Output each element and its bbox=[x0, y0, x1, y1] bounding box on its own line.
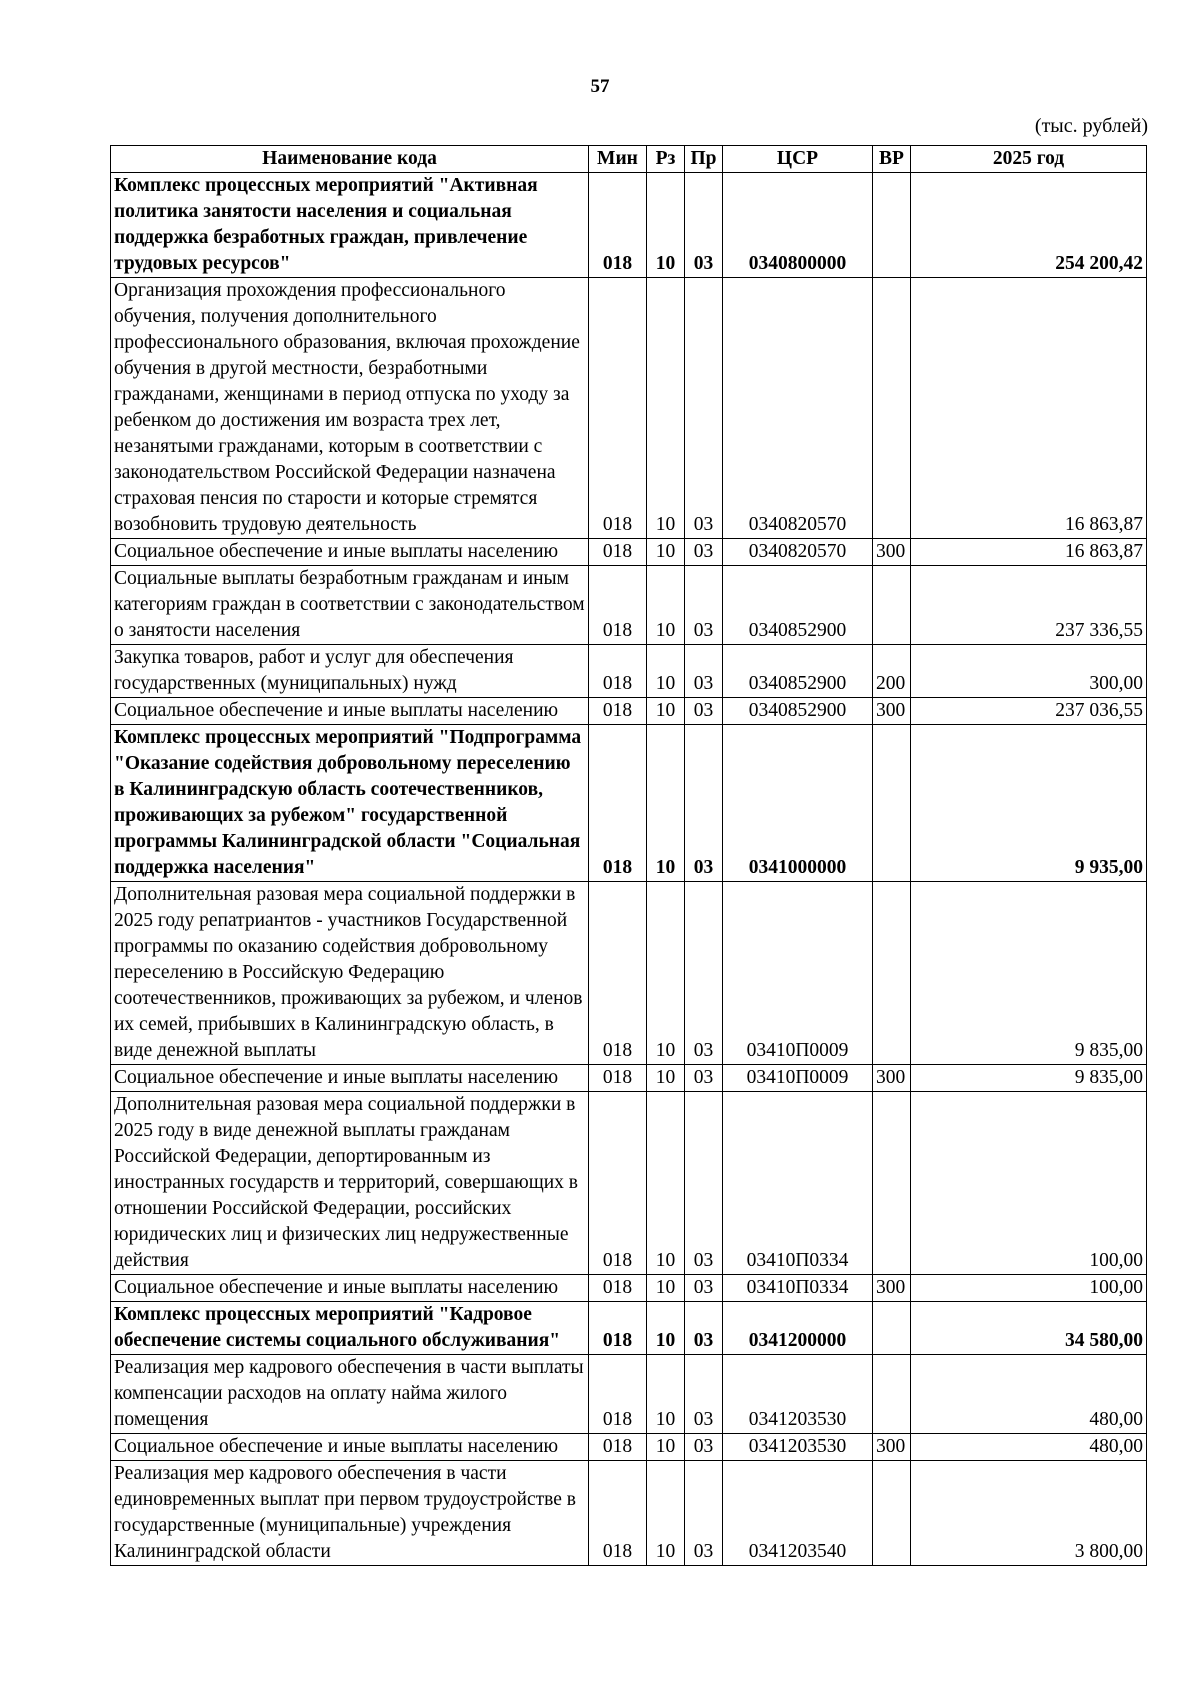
cell-csr: 0341200000 bbox=[723, 1302, 873, 1355]
cell-name: Комплекс процессных мероприятий "Активная политика занятости населения и социальная поддержка безработных граждан, привлечение трудовых ресурсов" bbox=[111, 173, 589, 278]
header-name: Наименование кода bbox=[111, 146, 589, 173]
cell-vr bbox=[873, 1461, 911, 1566]
cell-csr: 0340820570 bbox=[723, 278, 873, 539]
table-row bbox=[111, 278, 1147, 539]
cell-csr: 0341000000 bbox=[723, 725, 873, 882]
cell-rz: 10 bbox=[647, 566, 685, 645]
cell-amount: 100,00 bbox=[911, 1275, 1147, 1302]
cell-pr: 03 bbox=[685, 1275, 723, 1302]
table-row bbox=[111, 725, 1147, 882]
table-row bbox=[111, 1434, 1147, 1461]
cell-rz: 10 bbox=[647, 1092, 685, 1275]
cell-vr: 300 bbox=[873, 1434, 911, 1461]
cell-min: 018 bbox=[589, 1092, 647, 1275]
cell-vr: 300 bbox=[873, 698, 911, 725]
cell-rz: 10 bbox=[647, 173, 685, 278]
cell-vr: 300 bbox=[873, 1065, 911, 1092]
cell-amount: 9 835,00 bbox=[911, 1065, 1147, 1092]
cell-amount: 480,00 bbox=[911, 1434, 1147, 1461]
cell-pr: 03 bbox=[685, 1065, 723, 1092]
table-row bbox=[111, 566, 1147, 645]
cell-rz: 10 bbox=[647, 698, 685, 725]
cell-pr: 03 bbox=[685, 645, 723, 698]
cell-amount: 300,00 bbox=[911, 645, 1147, 698]
cell-pr: 03 bbox=[685, 278, 723, 539]
cell-min: 018 bbox=[589, 698, 647, 725]
table-row bbox=[111, 1275, 1147, 1302]
cell-amount: 100,00 bbox=[911, 1092, 1147, 1275]
cell-min: 018 bbox=[589, 725, 647, 882]
table-row bbox=[111, 1302, 1147, 1355]
header-vr: ВР bbox=[873, 146, 911, 173]
cell-pr: 03 bbox=[685, 539, 723, 566]
cell-pr: 03 bbox=[685, 698, 723, 725]
cell-name: Организация прохождения профессионального обучения, получения дополнительного профессионального образования, включая прохождение обучения в другой местности, безработными гражданами, женщинами в период отпуска по уходу за ребенком до достижения им возраста трех лет, незанятыми гражданами, которым в соответствии с законодательством Российской Федерации назначена страховая пенсия по старости и которые стремятся возобновить трудовую деятельность bbox=[111, 278, 589, 539]
cell-csr: 0340852900 bbox=[723, 566, 873, 645]
cell-name: Реализация мер кадрового обеспечения в части единовременных выплат при первом трудоустройстве в государственные (муниципальные) учреждения Калининградской области bbox=[111, 1461, 589, 1566]
cell-rz: 10 bbox=[647, 1434, 685, 1461]
cell-vr bbox=[873, 566, 911, 645]
cell-pr: 03 bbox=[685, 566, 723, 645]
cell-csr: 0340852900 bbox=[723, 698, 873, 725]
cell-csr: 0340820570 bbox=[723, 539, 873, 566]
cell-amount: 34 580,00 bbox=[911, 1302, 1147, 1355]
cell-name: Социальное обеспечение и иные выплаты населению bbox=[111, 539, 589, 566]
table-row bbox=[111, 645, 1147, 698]
table-row bbox=[111, 1065, 1147, 1092]
cell-pr: 03 bbox=[685, 1355, 723, 1434]
cell-min: 018 bbox=[589, 566, 647, 645]
header-csr: ЦСР bbox=[723, 146, 873, 173]
cell-min: 018 bbox=[589, 1461, 647, 1566]
cell-min: 018 bbox=[589, 1355, 647, 1434]
table-row bbox=[111, 539, 1147, 566]
cell-rz: 10 bbox=[647, 1302, 685, 1355]
cell-min: 018 bbox=[589, 173, 647, 278]
cell-amount: 237 036,55 bbox=[911, 698, 1147, 725]
cell-min: 018 bbox=[589, 1275, 647, 1302]
cell-csr: 03410П0009 bbox=[723, 882, 873, 1065]
budget-table bbox=[110, 145, 1147, 1566]
cell-name: Дополнительная разовая мера социальной поддержки в 2025 году в виде денежной выплаты гражданам Российской Федерации, депортированным из иностранных государств и территорий, совершающих в отношении Российской Федерации, российских юридических лиц и физических лиц недружественные действия bbox=[111, 1092, 589, 1275]
cell-pr: 03 bbox=[685, 1434, 723, 1461]
cell-name: Социальное обеспечение и иные выплаты населению bbox=[111, 698, 589, 725]
table-row bbox=[111, 698, 1147, 725]
header-rz: Рз bbox=[647, 146, 685, 173]
cell-min: 018 bbox=[589, 539, 647, 566]
cell-amount: 480,00 bbox=[911, 1355, 1147, 1434]
cell-amount: 9 835,00 bbox=[911, 882, 1147, 1065]
units-label: (тыс. рублей) bbox=[1034, 115, 1148, 137]
cell-rz: 10 bbox=[647, 278, 685, 539]
cell-name: Закупка товаров, работ и услуг для обеспечения государственных (муниципальных) нужд bbox=[111, 645, 589, 698]
cell-name: Дополнительная разовая мера социальной поддержки в 2025 году репатриантов - участников Государственной программы по оказанию содействия добровольному переселению в Российскую Федерацию соотечественников, проживающих за рубежом, и членов их семей, прибывших в Калининградскую область, в виде денежной выплаты bbox=[111, 882, 589, 1065]
cell-csr: 03410П0009 bbox=[723, 1065, 873, 1092]
cell-pr: 03 bbox=[685, 1461, 723, 1566]
cell-pr: 03 bbox=[685, 725, 723, 882]
table-row bbox=[111, 1092, 1147, 1275]
cell-rz: 10 bbox=[647, 1461, 685, 1566]
cell-name: Социальное обеспечение и иные выплаты населению bbox=[111, 1434, 589, 1461]
cell-min: 018 bbox=[589, 882, 647, 1065]
cell-pr: 03 bbox=[685, 882, 723, 1065]
cell-vr bbox=[873, 882, 911, 1065]
cell-min: 018 bbox=[589, 645, 647, 698]
cell-name: Комплекс процессных мероприятий "Подпрограмма "Оказание содействия добровольному переселению в Калининградскую область соотечественников, проживающих за рубежом" государственной программы Калининградской области "Социальная поддержка населения" bbox=[111, 725, 589, 882]
cell-vr bbox=[873, 1092, 911, 1275]
cell-csr: 03410П0334 bbox=[723, 1275, 873, 1302]
cell-pr: 03 bbox=[685, 1302, 723, 1355]
cell-csr: 03410П0334 bbox=[723, 1092, 873, 1275]
table-header-row bbox=[111, 146, 1147, 173]
cell-amount: 9 935,00 bbox=[911, 725, 1147, 882]
cell-min: 018 bbox=[589, 1065, 647, 1092]
cell-vr bbox=[873, 1302, 911, 1355]
cell-vr bbox=[873, 173, 911, 278]
header-min: Мин bbox=[589, 146, 647, 173]
cell-csr: 0340800000 bbox=[723, 173, 873, 278]
cell-pr: 03 bbox=[685, 1092, 723, 1275]
cell-min: 018 bbox=[589, 1434, 647, 1461]
table-row bbox=[111, 1355, 1147, 1434]
table-row bbox=[111, 173, 1147, 278]
cell-vr bbox=[873, 725, 911, 882]
cell-name: Социальные выплаты безработным гражданам и иным категориям граждан в соответствии с законодательством о занятости населения bbox=[111, 566, 589, 645]
cell-rz: 10 bbox=[647, 645, 685, 698]
cell-vr bbox=[873, 1355, 911, 1434]
table-row bbox=[111, 882, 1147, 1065]
cell-min: 018 bbox=[589, 278, 647, 539]
cell-amount: 254 200,42 bbox=[911, 173, 1147, 278]
cell-min: 018 bbox=[589, 1302, 647, 1355]
table-row bbox=[111, 1461, 1147, 1566]
cell-rz: 10 bbox=[647, 539, 685, 566]
cell-rz: 10 bbox=[647, 882, 685, 1065]
cell-rz: 10 bbox=[647, 1355, 685, 1434]
cell-name: Социальное обеспечение и иные выплаты населению bbox=[111, 1065, 589, 1092]
cell-csr: 0341203540 bbox=[723, 1461, 873, 1566]
cell-vr: 200 bbox=[873, 645, 911, 698]
cell-pr: 03 bbox=[685, 173, 723, 278]
cell-csr: 0341203530 bbox=[723, 1355, 873, 1434]
cell-vr: 300 bbox=[873, 539, 911, 566]
cell-name: Комплекс процессных мероприятий "Кадровое обеспечение системы социального обслуживания" bbox=[111, 1302, 589, 1355]
cell-rz: 10 bbox=[647, 725, 685, 882]
cell-rz: 10 bbox=[647, 1065, 685, 1092]
cell-amount: 16 863,87 bbox=[911, 539, 1147, 566]
cell-rz: 10 bbox=[647, 1275, 685, 1302]
cell-name: Реализация мер кадрового обеспечения в части выплаты компенсации расходов на оплату найма жилого помещения bbox=[111, 1355, 589, 1434]
page-number: 57 bbox=[590, 76, 610, 97]
cell-vr: 300 bbox=[873, 1275, 911, 1302]
cell-vr bbox=[873, 278, 911, 539]
cell-name: Социальное обеспечение и иные выплаты населению bbox=[111, 1275, 589, 1302]
cell-amount: 237 336,55 bbox=[911, 566, 1147, 645]
cell-csr: 0341203530 bbox=[723, 1434, 873, 1461]
cell-csr: 0340852900 bbox=[723, 645, 873, 698]
header-amount: 2025 год bbox=[911, 146, 1147, 173]
header-pr: Пр bbox=[685, 146, 723, 173]
cell-amount: 3 800,00 bbox=[911, 1461, 1147, 1566]
cell-amount: 16 863,87 bbox=[911, 278, 1147, 539]
